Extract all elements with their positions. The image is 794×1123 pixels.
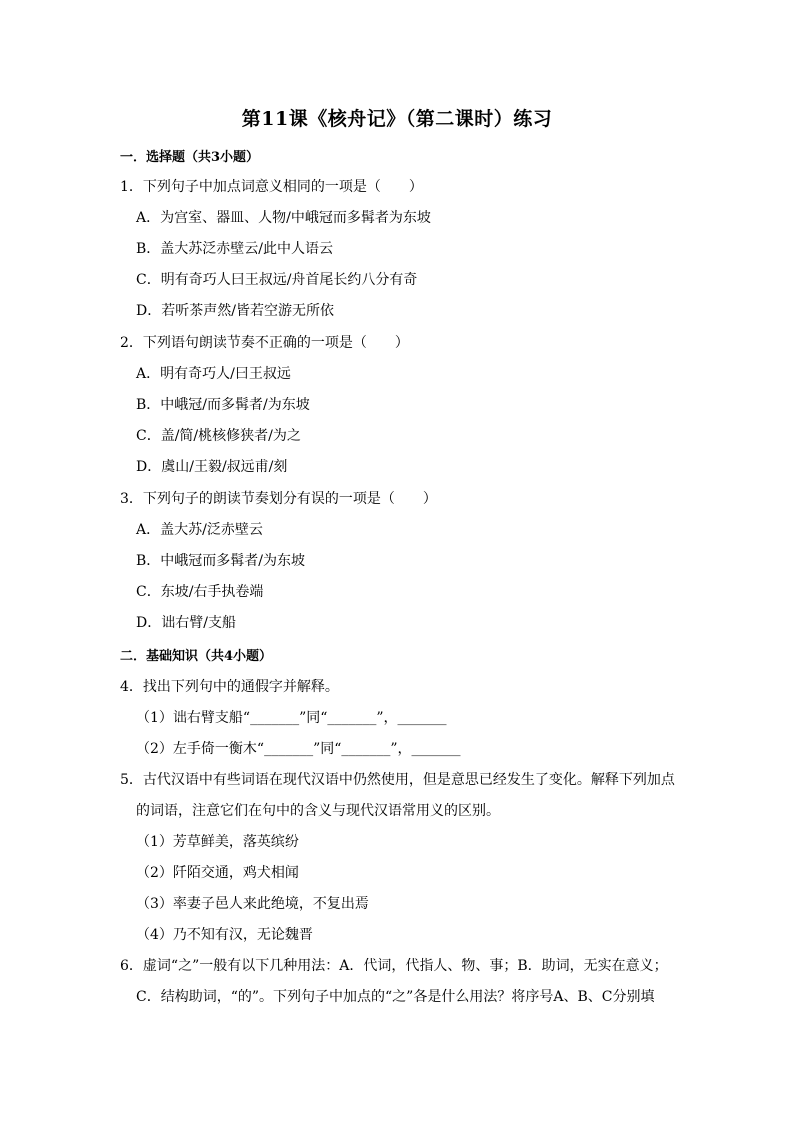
question-4-item-2: （2）左手倚一衡木“_______”同“_______”，_______ (136, 741, 461, 757)
question-4-item-1: （1）诎右臂支船“_______”同“_______”，_______ (136, 710, 447, 726)
section-heading-choice: 一．选择题（共3小题） (120, 150, 260, 165)
question-4-stem: 4．找出下列句中的通假字并解释。 (120, 679, 339, 695)
question-3-option-b: B．中峨冠而多髯者/为东坡 (136, 553, 306, 569)
question-1-option-a: A．为宫室、器皿、人物/中峨冠而多髯者为东坡 (136, 210, 431, 226)
section-heading-basics: 二．基础知识（共4小题） (120, 649, 273, 664)
question-2-stem: 2．下列语句朗读节奏不正确的一项是（ ） (120, 335, 409, 351)
question-5-item-1: （1）芳草鲜美，落英缤纷 (136, 834, 299, 850)
question-3-stem: 3．下列句子的朗读节奏划分有误的一项是（ ） (120, 491, 437, 507)
question-6-stem-continued: C．结构助词，“的”。下列句子中加点的“之”各是什么用法？将序号A、B、C分别填 (136, 989, 655, 1005)
question-3-option-a: A．盖大苏/泛赤壁云 (136, 522, 263, 538)
question-3-option-d: D．诎右臂/支船 (136, 615, 236, 631)
question-1-option-d: D．若听茶声然/皆若空游无所依 (136, 303, 334, 319)
question-6-stem: 6．虚词“之”一般有以下几种用法：A．代词，代指人、物、事；B．助词，无实在意义； (120, 958, 668, 974)
question-5-item-2: （2）阡陌交通，鸡犬相闻 (136, 865, 299, 881)
question-3-option-c: C．东坡/右手执卷端 (136, 584, 264, 600)
question-5-stem: 5．古代汉语中有些词语在现代汉语中仍然使用，但是意思已经发生了变化。解释下列加点 (120, 772, 675, 788)
page-title: 第11课《核舟记》（第二课时）练习 (241, 108, 553, 130)
question-1-option-c: C．明有奇巧人曰王叔远/舟首尾长约八分有奇 (136, 272, 418, 288)
question-2-option-b: B．中峨冠/而多髯者/为东坡 (136, 397, 310, 413)
question-2-option-c: C．盖/简/桃核修狭者/为之 (136, 428, 301, 444)
question-2-option-d: D．虞山/王毅/叔远甫/刻 (136, 459, 288, 475)
question-2-option-a: A．明有奇巧人/曰王叔远 (136, 366, 291, 382)
question-1-option-b: B．盖大苏泛赤壁云/此中人语云 (136, 241, 334, 257)
question-1-stem: 1．下列句子中加点词意义相同的一项是（ ） (120, 179, 423, 195)
question-5-item-4: （4）乃不知有汉，无论魏晋 (136, 927, 313, 943)
question-5-stem-continued: 的词语，注意它们在句中的含义与现代汉语常用义的区别。 (136, 803, 500, 819)
question-5-item-3: （3）率妻子邑人来此绝境，不复出焉 (136, 896, 369, 912)
